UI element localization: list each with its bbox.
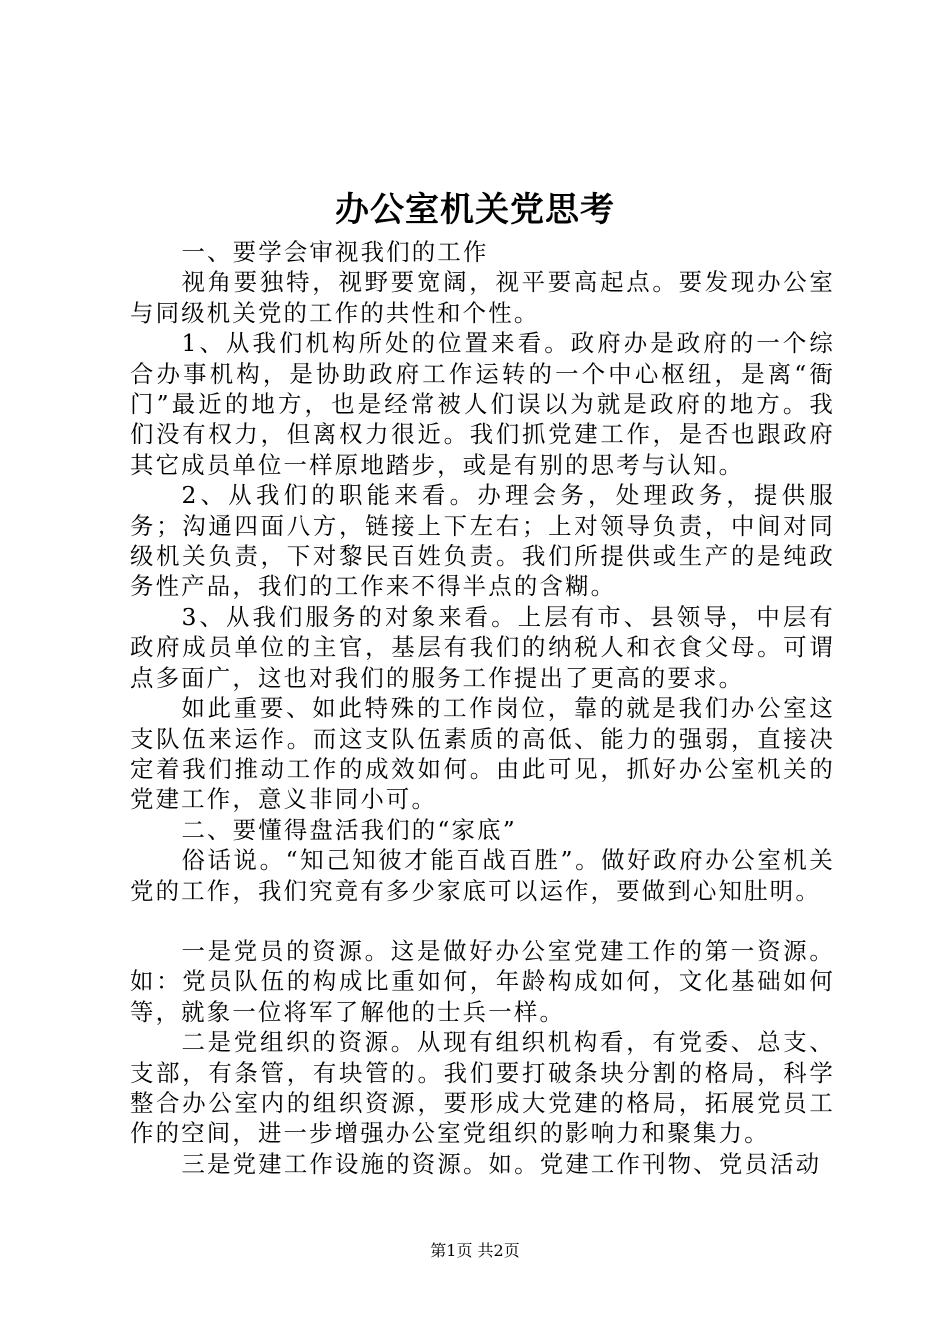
paragraph: 一是党员的资源。这是做好办公室党建工作的第一资源。如：党员队伍的构成比重如何，年龄构成如何，文化基础如何等，就象一位将军了解他的士兵一样。 [130, 936, 835, 1026]
paragraph: 视角要独特，视野要宽阔，视平要高起点。要发现办公室与同级机关党的工作的共性和个性。 [130, 268, 835, 327]
document-title: 办公室机关党思考 [335, 190, 615, 230]
paragraph: 如此重要、如此特殊的工作岗位，靠的就是我们办公室这支队伍来运作。而这支队伍素质的高低、能力的强弱，直接决定着我们推动工作的成效如何。由此可见，抓好办公室机关的党建工作，意义非同小可。 [130, 694, 835, 814]
paragraph: 二是党组织的资源。从现有组织机构看，有党委、总支、支部，有条管，有块管的。我们要打破条块分割的格局，科学整合办公室内的组织资源，要形成大党建的格局，拓展党员工作的空间，进一步增强办公室党组织的影响力和聚集力。 [130, 1028, 835, 1148]
page-number: 第1页 共2页 [430, 1241, 520, 1260]
paragraph: 3、从我们服务的对象来看。上层有市、县领导，中层有政府成员单位的主官，基层有我们的纳税人和衣食父母。可谓点多面广，这也对我们的服务工作提出了更高的要求。 [130, 602, 835, 692]
section-heading-1: 一、要学会审视我们的工作 [181, 238, 489, 266]
paragraph: 三是党建工作设施的资源。如。党建工作刊物、党员活动 [181, 1149, 822, 1178]
paragraph: 俗话说。“知己知彼才能百战百胜”。做好政府办公室机关党的工作，我们究竟有多少家底可以运作，要做到心知肚明。 [130, 846, 835, 905]
section-heading-2: 二、要懂得盘活我们的“家底” [181, 815, 517, 844]
paragraph: 1、从我们机构所处的位置来看。政府办是政府的一个综合办事机构，是协助政府工作运转的一个中心枢纽，是离“衙门”最近的地方，也是经常被人们误以为就是政府的地方。我们没有权力，但离权力很近。我们抓党建工作，是否也跟政府其它成员单位一样原地踏步，或是有别的思考与认知。 [130, 329, 835, 479]
paragraph: 2、从我们的职能来看。办理会务，处理政务，提供服务；沟通四面八方，链接上下左右；上对领导负责，中间对同级机关负责，下对黎民百姓负责。我们所提供或生产的是纯政务性产品，我们的工作来不得半点的含糊。 [130, 481, 835, 601]
document-body [130, 237, 835, 1179]
